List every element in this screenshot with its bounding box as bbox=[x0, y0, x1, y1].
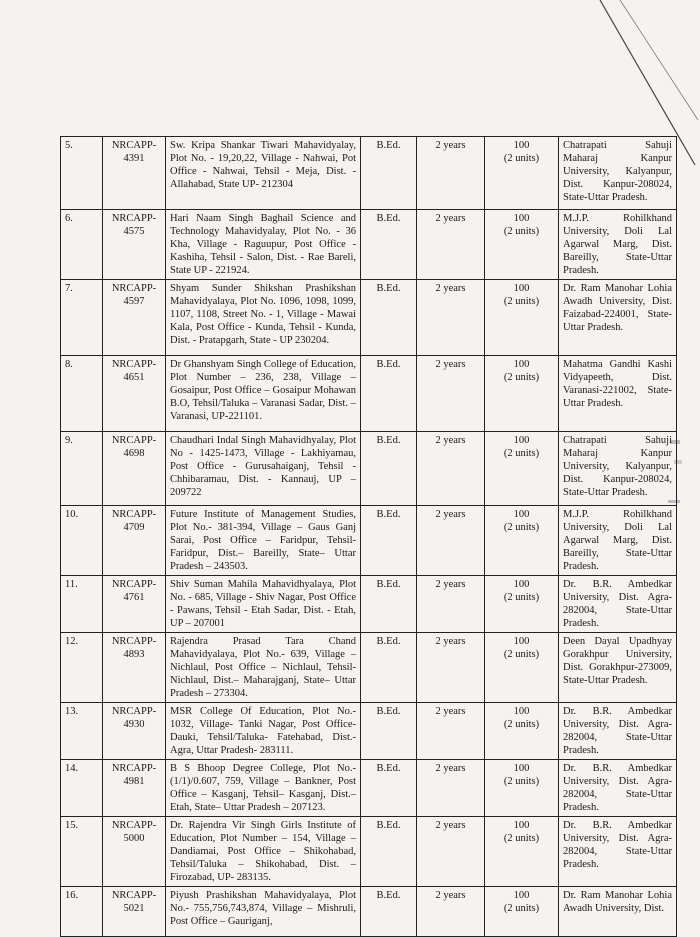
intake-cell bbox=[485, 887, 559, 937]
intake-cell bbox=[485, 506, 559, 576]
course-duration: 2 years bbox=[417, 887, 485, 937]
intake-count: 100 bbox=[513, 763, 530, 774]
course-name: B.Ed. bbox=[361, 506, 417, 576]
intake-units: (2 units) bbox=[503, 649, 540, 660]
course-name: B.Ed. bbox=[361, 633, 417, 703]
table-row bbox=[61, 887, 677, 937]
affiliating-university: Dr. B.R. Ambedkar University, Dist. Agra-282004, State-Uttar Pradesh. bbox=[559, 576, 677, 633]
application-number: NRCAPP-4761 bbox=[103, 576, 166, 633]
serial-number: 12. bbox=[61, 633, 103, 703]
course-name: B.Ed. bbox=[361, 280, 417, 356]
intake-units: (2 units) bbox=[503, 776, 540, 787]
intake-cell bbox=[485, 137, 559, 210]
institution-details: Sw. Kripa Shankar Tiwari Mahavidyalay, Plot No. - 19,20,22, Village - Nahwai, Pot Office - Nahwai, Tehsil - Meja, Dist. - Allahabad, State UP- 212304 bbox=[166, 137, 361, 210]
intake-count: 100 bbox=[513, 820, 530, 831]
course-name: B.Ed. bbox=[361, 703, 417, 760]
affiliating-university: Dr. Ram Manohar Lohia Awadh University, Dist. Faizabad-224001, State-Uttar Pradesh. bbox=[559, 280, 677, 356]
course-name: B.Ed. bbox=[361, 817, 417, 887]
serial-number: 15. bbox=[61, 817, 103, 887]
table-row bbox=[61, 356, 677, 432]
intake-units: (2 units) bbox=[503, 448, 540, 459]
institution-details: Rajendra Prasad Tara Chand Mahavidyalaya, Plot No.- 639, Village – Nichlaul, Post Office – Nichlaul, Tehsil-Nichlaul, Dist.– Maharajganj, State– Uttar Pradesh – 273304. bbox=[166, 633, 361, 703]
serial-number: 11. bbox=[61, 576, 103, 633]
table-row bbox=[61, 633, 677, 703]
serial-number: 8. bbox=[61, 356, 103, 432]
table-row bbox=[61, 576, 677, 633]
course-duration: 2 years bbox=[417, 703, 485, 760]
application-number: NRCAPP-5000 bbox=[103, 817, 166, 887]
affiliating-university: M.J.P. Rohilkhand University, Doli Lal Agarwal Marg, Dist. Bareilly, State-Uttar Pradesh. bbox=[559, 506, 677, 576]
course-name: B.Ed. bbox=[361, 356, 417, 432]
intake-count: 100 bbox=[513, 706, 530, 717]
intake-count: 100 bbox=[513, 213, 530, 224]
intake-units: (2 units) bbox=[503, 296, 540, 307]
intake-count: 100 bbox=[513, 579, 530, 590]
intake-cell bbox=[485, 633, 559, 703]
application-number: NRCAPP-4597 bbox=[103, 280, 166, 356]
table-row bbox=[61, 760, 677, 817]
intake-count: 100 bbox=[513, 283, 530, 294]
course-duration: 2 years bbox=[417, 432, 485, 506]
course-name: B.Ed. bbox=[361, 210, 417, 280]
affiliating-university: Dr. Ram Manohar Lohia Awadh University, Dist. bbox=[559, 887, 677, 937]
institution-details: MSR College Of Education, Plot No.- 1032, Village- Tanki Nagar, Post Office- Dauki, Tehsil/Taluka- Fatehabad, Dist.- Agra, Uttar Pradesh- 283111. bbox=[166, 703, 361, 760]
course-duration: 2 years bbox=[417, 280, 485, 356]
course-duration: 2 years bbox=[417, 137, 485, 210]
table-body bbox=[61, 137, 677, 937]
application-number: NRCAPP-5021 bbox=[103, 887, 166, 937]
intake-units: (2 units) bbox=[503, 833, 540, 844]
application-number: NRCAPP-4709 bbox=[103, 506, 166, 576]
affiliating-university: Dr. B.R. Ambedkar University, Dist. Agra-282004, State-Uttar Pradesh. bbox=[559, 817, 677, 887]
institution-details: Chaudhari Indal Singh Mahavidhyalay, Plot No - 1425-1473, Village - Lakhiyamau, Post Office - Gurusahaiganj, Tehsil - Chhibaramau, Dist. - Kannauj, UP – 209722 bbox=[166, 432, 361, 506]
intake-count: 100 bbox=[513, 636, 530, 647]
course-duration: 2 years bbox=[417, 576, 485, 633]
institution-details: Dr. Rajendra Vir Singh Girls Institute of Education, Plot Number – 154, Village – Dandiamai, Post Office – Shikohabad, Tehsil/Taluka – Shikohabad, Dist. – Firozabad, UP- 283135. bbox=[166, 817, 361, 887]
intake-units: (2 units) bbox=[503, 372, 540, 383]
intake-units: (2 units) bbox=[503, 226, 540, 237]
table-row bbox=[61, 817, 677, 887]
intake-cell bbox=[485, 703, 559, 760]
application-number: NRCAPP-4893 bbox=[103, 633, 166, 703]
course-duration: 2 years bbox=[417, 210, 485, 280]
intake-units: (2 units) bbox=[503, 903, 540, 914]
course-duration: 2 years bbox=[417, 356, 485, 432]
table-row bbox=[61, 280, 677, 356]
table-row bbox=[61, 432, 677, 506]
intake-count: 100 bbox=[513, 890, 530, 901]
course-name: B.Ed. bbox=[361, 760, 417, 817]
serial-number: 14. bbox=[61, 760, 103, 817]
intake-units: (2 units) bbox=[503, 719, 540, 730]
intake-count: 100 bbox=[513, 509, 530, 520]
intake-count: 100 bbox=[513, 140, 530, 151]
application-number: NRCAPP-4981 bbox=[103, 760, 166, 817]
intake-units: (2 units) bbox=[503, 522, 540, 533]
course-duration: 2 years bbox=[417, 506, 485, 576]
affiliating-university: M.J.P. Rohilkhand University, Doli Lal Agarwal Marg, Dist. Bareilly, State-Uttar Pradesh. bbox=[559, 210, 677, 280]
affiliating-university: Chatrapati Sahuji Maharaj Kanpur University, Kalyanpur, Dist. Kanpur-208024, State-Uttar Pradesh. bbox=[559, 432, 677, 506]
intake-cell bbox=[485, 576, 559, 633]
intake-count: 100 bbox=[513, 359, 530, 370]
institution-details: Shiv Suman Mahila Mahavidhyalaya, Plot No. - 685, Village - Shiv Nagar, Post Office - Pawans, Tehsil - Etah Sadar, Dist. - Etah, UP – 207001 bbox=[166, 576, 361, 633]
course-duration: 2 years bbox=[417, 633, 485, 703]
intake-cell bbox=[485, 356, 559, 432]
affiliating-university: Mahatma Gandhi Kashi Vidyapeeth, Dist. Varanasi-221002, State-Uttar Pradesh. bbox=[559, 356, 677, 432]
affiliating-university: Dr. B.R. Ambedkar University, Dist. Agra-282004, State-Uttar Pradesh. bbox=[559, 703, 677, 760]
course-name: B.Ed. bbox=[361, 576, 417, 633]
affiliating-university: Deen Dayal Upadhyay Gorakhpur University, Dist. Gorakhpur-273009, State-Uttar Pradesh. bbox=[559, 633, 677, 703]
serial-number: 6. bbox=[61, 210, 103, 280]
table-row bbox=[61, 506, 677, 576]
serial-number: 16. bbox=[61, 887, 103, 937]
institution-details: Hari Naam Singh Baghail Science and Technology Mahavidyalay, Plot No. - 36 Kha, Village - Raguupur, Post Office - Kashiha, Tehsil - Salon, Dist. - Rae Bareli, State UP - 221924. bbox=[166, 210, 361, 280]
application-number: NRCAPP-4651 bbox=[103, 356, 166, 432]
intake-cell bbox=[485, 280, 559, 356]
intake-cell bbox=[485, 210, 559, 280]
serial-number: 7. bbox=[61, 280, 103, 356]
intake-units: (2 units) bbox=[503, 592, 540, 603]
table-row bbox=[61, 703, 677, 760]
institution-details: Piyush Prashikshan Mahavidyalaya, Plot No.- 755,756,743,874, Village – Mishruli, Post Office – Gauriganj, bbox=[166, 887, 361, 937]
course-name: B.Ed. bbox=[361, 137, 417, 210]
application-number: NRCAPP-4575 bbox=[103, 210, 166, 280]
intake-cell bbox=[485, 817, 559, 887]
faded-letterhead bbox=[60, 60, 580, 100]
serial-number: 5. bbox=[61, 137, 103, 210]
affiliating-university: Chatrapati Sahuji Maharaj Kanpur University, Kalyanpur, Dist. Kanpur-208024, State-Uttar Pradesh. bbox=[559, 137, 677, 210]
course-duration: 2 years bbox=[417, 817, 485, 887]
application-number: NRCAPP-4698 bbox=[103, 432, 166, 506]
institution-details: Shyam Sunder Shikshan Prashikshan Mahavidyalaya, Plot No. 1096, 1098, 1099, 1107, 1108, Street No. - 1, Village - Mawai Kala, Post Office - Kunda, Tehsil - Kunda, Dist. - Pratapgarh, State - UP 230204. bbox=[166, 280, 361, 356]
serial-number: 9. bbox=[61, 432, 103, 506]
course-name: B.Ed. bbox=[361, 887, 417, 937]
intake-cell bbox=[485, 432, 559, 506]
institution-details: Future Institute of Management Studies, Plot No.- 381-394, Village – Gaus Ganj Sarai, Post Office – Faridpur, Tehsil-Faridpur, Dist.– Bareilly, State– Uttar Pradesh – 243503. bbox=[166, 506, 361, 576]
application-number: NRCAPP-4930 bbox=[103, 703, 166, 760]
application-number: NRCAPP-4391 bbox=[103, 137, 166, 210]
affiliating-university: Dr. B.R. Ambedkar University, Dist. Agra-282004, State-Uttar Pradesh. bbox=[559, 760, 677, 817]
course-name: B.Ed. bbox=[361, 432, 417, 506]
serial-number: 10. bbox=[61, 506, 103, 576]
intake-cell bbox=[485, 760, 559, 817]
table-row bbox=[61, 210, 677, 280]
table-row bbox=[61, 137, 677, 210]
institution-table bbox=[60, 136, 677, 937]
intake-units: (2 units) bbox=[503, 153, 540, 164]
course-duration: 2 years bbox=[417, 760, 485, 817]
institution-details: Dr Ghanshyam Singh College of Education, Plot Number – 236, 238, Village – Gosaipur, Post Office – Gosaipur Mohawan B.O, Tehsil/Taluka – Varanasi Sadar, Dist. – Varanasi, UP-221101. bbox=[166, 356, 361, 432]
institution-details: B S Bhoop Degree College, Plot No.- (1/1)/0.607, 759, Village – Bankner, Post Office – Kasganj, Tehsil– Kasganj, Dist.– Etah, State– Uttar Pradesh – 207123. bbox=[166, 760, 361, 817]
intake-count: 100 bbox=[513, 435, 530, 446]
serial-number: 13. bbox=[61, 703, 103, 760]
